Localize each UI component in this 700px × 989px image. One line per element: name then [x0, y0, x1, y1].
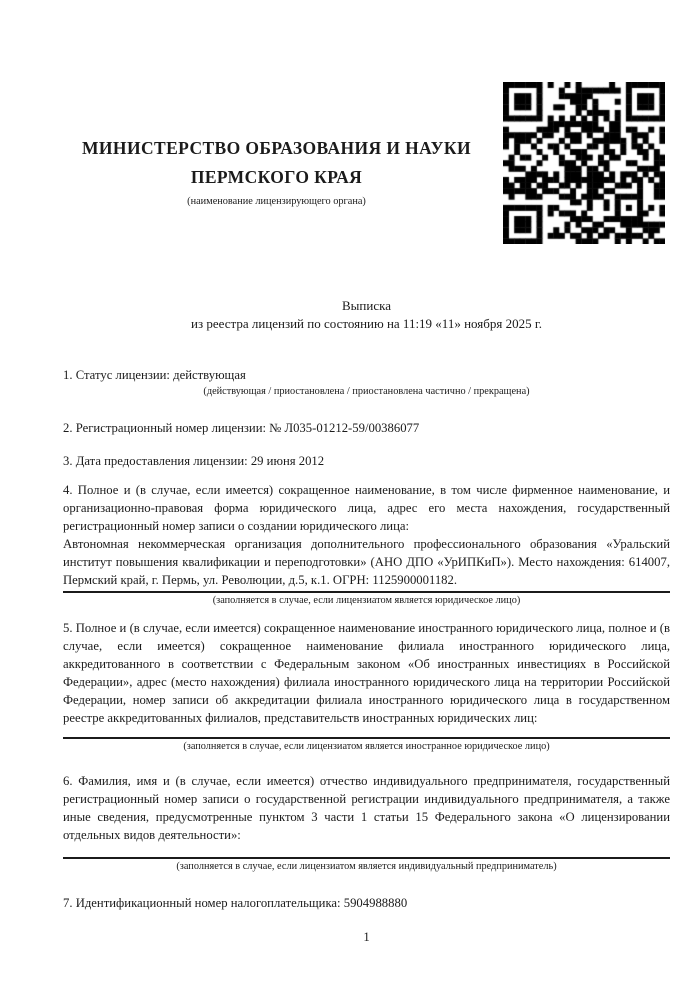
legal-entity-label: 4. Полное и (в случае, если имеется) сокращенное наименование, в том числе фирменное наименование, и организационно-правовая форма юридического лица, адрес его места нахождения, государственный регистрационный номер записи о создании юридического лица:	[63, 483, 670, 533]
section-4-legal-entity	[63, 481, 670, 608]
legal-entity-value: Автономная некоммерческая организация дополнительного профессионального образования «Уральский институт повышения квалификации и переподготовки» (АНО ДПО «УрИПКиП»). Место нахождения: 614007, Пермский край, г. Пермь, ул. Революции, д.5, к.1. ОГРН: 1125900001182.	[63, 537, 670, 587]
document-title-line1: Выписка	[342, 298, 391, 313]
section-5-foreign-entity	[63, 619, 670, 754]
ministry-caption: (наименование лицензирующего органа)	[187, 196, 366, 207]
section-6-individual-entrepreneur	[63, 772, 670, 874]
section-2-registration-number	[63, 419, 670, 437]
foreign-entity-label: 5. Полное и (в случае, если имеется) сокращенное наименование иностранного юридического лица, полное и (в случае, если имеется) сокращенное наименование филиала иностранного юридического лица, аккредитованного в соответствии с Федеральным законом «Об иностранных инвестициях в Российской Федерации», адрес (место нахождения) филиала иностранного юридического лица на территории Российской Федерации, номер записи об аккредитации филиала иностранного юридического лица в государственном реестре аккредитованных филиалов, представительств иностранных юридических лиц:	[63, 621, 670, 725]
section-7-taxpayer-number	[63, 894, 670, 912]
document-title-line2: из реестра лицензий по состоянию на 11:19 «11» ноября 2025 г.	[191, 316, 542, 331]
license-status-options-caption: (действующая / приостановлена / приостановлена частично / прекращена)	[203, 386, 530, 397]
ministry-name-line1: МИНИСТЕРСТВО ОБРАЗОВАНИЯ И НАУКИ	[82, 138, 471, 158]
entrepreneur-label: 6. Фамилия, имя и (в случае, если имеется) отчество индивидуального предпринимателя, государственный регистрационный номер записи о государственной регистрации индивидуального предпринимателя, а также иные сведения, предусмотренные пунктом 3 части 1 статьи 15 Федерального закона «О лицензировании отдельных видов деятельности»:	[63, 774, 670, 842]
foreign-entity-caption: (заполняется в случае, если лицензиатом является иностранное юридическое лицо)	[183, 741, 550, 752]
qr-code-icon	[503, 82, 665, 244]
legal-entity-caption: (заполняется в случае, если лицензиатом является юридическое лицо)	[212, 595, 521, 606]
entrepreneur-caption: (заполняется в случае, если лицензиатом является индивидуальный предприниматель)	[176, 861, 557, 872]
licensing-authority-header	[63, 134, 490, 209]
taxpayer-number-text: 7. Идентификационный номер налогоплательщика: 5904988880	[63, 896, 408, 910]
ministry-name-line2: ПЕРМСКОГО КРАЯ	[190, 167, 363, 187]
section-3-grant-date	[63, 452, 670, 470]
license-status-text: 1. Статус лицензии: действующая	[63, 368, 246, 382]
page-number: 1	[363, 930, 370, 944]
registration-number-text: 2. Регистрационный номер лицензии: № Л035-01212-59/00386077	[63, 421, 420, 435]
document-title	[63, 297, 670, 333]
section-1-license-status	[63, 366, 670, 399]
grant-date-text: 3. Дата предоставления лицензии: 29 июня 2012	[63, 454, 325, 468]
